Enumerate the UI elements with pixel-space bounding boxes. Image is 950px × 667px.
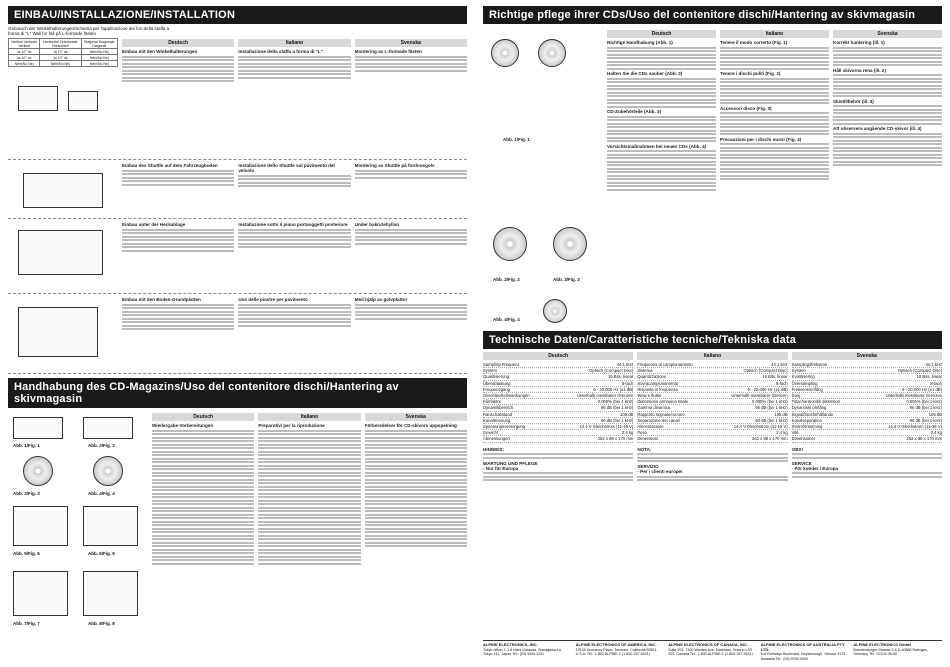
mount-table — [8, 38, 118, 67]
tech-value: 2.4 kg — [776, 430, 788, 436]
tech-value: Unterhalb messbarer Grenzen — [885, 393, 942, 399]
tech-label: Vikt — [791, 430, 799, 436]
section-rear-deck — [8, 219, 467, 294]
fig-label: Abb. 3/Fig. 3 — [553, 277, 580, 282]
tech-value: Optisch (Compact Disc) — [743, 368, 788, 374]
address-block — [853, 643, 942, 661]
col-header-it: Italiano — [238, 39, 350, 47]
tech-value: 95 dB (bei 1 kHz) — [755, 405, 788, 411]
fig-label: Abb. 1/Fig. 1 — [503, 137, 530, 142]
fig-label: Abb. 3/Fig. 3 — [13, 491, 40, 496]
tech-value: 44.1 kHz — [616, 362, 634, 367]
section-heading: Montering av Shuttle på fordonsgolv — [354, 163, 435, 168]
section-heading: Wiedergabe-Vorbereitungen — [152, 423, 214, 428]
tech-data-banner: Technische Daten/Caratteristiche tecniche/Tekniska data — [483, 331, 942, 349]
col-header-de: Deutsch — [607, 30, 716, 38]
tech-label: Samplingsfrekvens — [791, 362, 828, 367]
europe-heading: - Nur für Europa — [483, 465, 519, 471]
magazine-column-headers — [152, 413, 467, 421]
company-name: ALPINE ELECTRONICS OF CANADA, INC. — [668, 642, 748, 648]
cd-care-figures — [483, 27, 603, 327]
tech-row — [637, 436, 787, 442]
tech-value: 2.4 kg — [621, 430, 634, 436]
disc-icon — [543, 299, 567, 323]
section-heading: Accessori disco (Fig. 3) — [720, 105, 772, 111]
fig-label: Abb. 2/Fig. 2 — [88, 443, 115, 448]
service-heading: WARTUNG UND PFLEGE — [483, 460, 538, 466]
section-heading: Einbau unter der Heckablage — [122, 222, 186, 227]
section-heading: Korrekt hantering (ill. 1) — [833, 40, 885, 45]
tech-value: 5 - 20,000 Hz (±1 dB) — [901, 386, 942, 392]
tech-value: 14.4 V Gleichstrom (11-16 V) — [733, 424, 788, 430]
fig-label: Abb. 6/Fig. 6 — [88, 551, 115, 556]
tech-value: 262 x 88 x 170 mm — [752, 436, 788, 442]
intro-text: Gebrauch der Winkelhalterungen/Schema per l'applicazione dei fori della staffa a forma di "L" Wall for fall på L-formade fästen — [8, 26, 170, 36]
fig-label: Abb. 2/Fig. 2 — [493, 277, 520, 282]
tech-column-headers — [483, 352, 942, 360]
tech-value: 44.1 kHz — [771, 362, 788, 367]
tech-value: 16 Bits, linear — [762, 374, 788, 380]
tech-label: Dimensioner — [791, 436, 816, 442]
tech-value: 8-fach — [776, 380, 788, 386]
section-heading: Precauzioni per i dischi nuovi (Fig. 4) — [720, 136, 802, 142]
tech-value: 0.005% (bei 1 kHz) — [752, 399, 788, 405]
tech-label: Abmessungen — [483, 436, 510, 442]
service-heading: SERVIZIO — [637, 464, 659, 470]
right-page — [475, 0, 950, 667]
section-heading: Tenere il modo corretto (Fig. 1) — [720, 40, 788, 45]
table-cell: Nein/No Nej — [9, 61, 40, 67]
address-text: Suite 203, 7300 Warden Ave. Markham, Ontario L3R 9Z6, Canada Tel.: 1-800-ALPINE-1 (1-800-257-4631) — [668, 647, 753, 657]
tech-label: System — [791, 368, 806, 374]
tech-label: Rapporto segnale/rumore — [637, 411, 685, 417]
rear-deck-illustration — [8, 222, 118, 290]
tech-label: Separazione dei canali — [637, 417, 680, 423]
table-cell: Ja 10° ok — [40, 49, 81, 55]
tech-value: 44.1 kHz — [925, 362, 942, 367]
tech-value: Optisch (Compact Disc) — [589, 368, 634, 374]
address-block — [761, 643, 850, 661]
table-cell: Ja 10° ok — [40, 55, 81, 61]
section-heading: Tenere i dischi puliti (Fig. 2) — [720, 71, 781, 76]
floor-illustration — [8, 163, 118, 215]
tech-row — [792, 436, 942, 442]
tech-value: 0.005% (bei 1 kHz) — [597, 399, 634, 405]
tech-label: Distorsione armonica totale — [637, 399, 689, 405]
tech-value: 8-fach — [621, 380, 634, 386]
section-heading: Vorsichtsmaßnahmen bei neuen CDs (Abb. 4) — [607, 143, 707, 149]
tech-label: Frekvensomfång — [791, 386, 823, 392]
col-header-sv: Svenska — [792, 352, 942, 360]
cd-care-column-headers — [607, 30, 942, 38]
tech-col-it — [637, 362, 787, 443]
installation-banner: EINBAU/INSTALLAZIONE/INSTALLATION — [8, 6, 467, 24]
tech-value: 95 dB (bei 1 kHz) — [600, 405, 634, 411]
table-header: Horizontal Orizzontale Horisontell — [40, 39, 81, 49]
tech-label: Quantisierung — [483, 374, 510, 380]
tech-label: Risposta in frequenza — [637, 386, 678, 392]
tech-label: Gamma dinamica — [637, 405, 671, 411]
company-name: ALPINE ELECTRONICS OF AUSTRALIA PTY. LTD. — [760, 642, 846, 652]
tech-value: 90 dB (bei 1 kHz) — [755, 417, 788, 423]
section-heading: Att observera angående CD-skivor (ill. 4) — [833, 126, 922, 131]
tech-label: Peso — [637, 430, 647, 436]
fig-label: Abb. 1/Fig. 1 — [13, 443, 40, 448]
section-heading: Installazione sotto il piano portaoggetti posteriore — [238, 222, 348, 227]
tech-label: Strömförsörjning — [791, 424, 823, 430]
tech-label: Frequenzgang — [483, 386, 511, 392]
tech-label: Spannungsversorgung — [483, 424, 526, 430]
note-heading: HINWEIS: — [483, 446, 505, 452]
tech-value: Unterhalb messbarer Grenzen — [577, 393, 634, 399]
address-block — [576, 643, 665, 661]
section-heading: Förberedelser för CD-skivors uppspelning — [364, 423, 457, 428]
tech-row — [483, 436, 633, 442]
address-text: Brandenburger Strasse 2-6 D-40880 Ratingen, Germany Tel.: 02102-45-50 — [853, 647, 928, 657]
address-block — [483, 643, 572, 661]
company-name: ALPINE ELECTRONICS, INC. — [483, 642, 538, 648]
col-header-sv: Svenska — [365, 413, 467, 421]
address-text: Tokyo office: 1-1-8 Nishi Gotanda, Shinagawa-ku, Tokyo 141, Japan Tel.: (03) 3494-1101 — [483, 647, 562, 657]
col-header-it: Italiano — [720, 30, 829, 38]
section-heading: Uso delle piastre per pavimento — [238, 297, 308, 302]
europe-heading: - Per i clienti europei — [637, 469, 683, 475]
table-cell: Ja 10° ok — [9, 55, 40, 61]
address-footer — [483, 640, 942, 661]
column-headers — [122, 39, 467, 47]
floor-plate-illustration — [8, 297, 118, 370]
disc-icon — [491, 39, 519, 67]
section-heading: Montering av L-formade fästen — [354, 49, 422, 54]
tech-col-sv — [792, 362, 942, 443]
tech-specs — [483, 362, 942, 443]
section-heading: Med hjälp av golvplattor — [354, 297, 408, 302]
fig-label: Abb. 8/Fig. 8 — [88, 621, 115, 626]
tech-value: 90 dB (bei 1 kHz) — [909, 417, 942, 423]
fig-label: Abb. 7/Fig. 7 — [13, 621, 40, 626]
tech-label: Frequenza di campionamento — [637, 362, 693, 367]
tech-value: 2.4 kg — [930, 430, 942, 436]
section-l-bracket — [122, 49, 467, 159]
tech-value: 90 dB (bei 1 kHz) — [600, 417, 634, 423]
company-name: ALPINE ELECTRONICS OF AMERICA, INC. — [575, 642, 657, 648]
tech-label: System — [483, 368, 497, 374]
tech-value: 5 - 20,000 Hz (±1 dB) — [747, 386, 788, 392]
fig-label: Abb. 5/Fig. 5 — [13, 551, 40, 556]
tech-label: Kvantisering — [791, 374, 815, 380]
tech-value: 8-fach — [930, 380, 942, 386]
tech-value: 0.005% (bei 1 kHz) — [906, 399, 942, 405]
note-heading: OBS! — [791, 446, 804, 452]
col-header-sv: Svenska — [355, 39, 467, 47]
tech-label: Alimentazione — [637, 424, 664, 430]
tech-value: Optisch (Compact Disc) — [897, 368, 942, 374]
tech-label: Sampling-Frequenz — [483, 362, 520, 367]
col-header-de: Deutsch — [122, 39, 234, 47]
tech-value: 16 Bits, linear — [607, 374, 634, 380]
note-heading: NOTA: — [637, 446, 652, 452]
bracket-drawing — [18, 86, 58, 111]
tech-label: Dimensioni — [637, 436, 659, 442]
tech-label: Wow e flutter — [637, 393, 662, 399]
table-cell: Ja 10° ok — [9, 49, 40, 55]
tech-label: Quantizzazione — [637, 374, 667, 380]
disc-icon — [23, 456, 53, 486]
tech-value: 105 dB — [774, 411, 788, 417]
tech-value: 14.4 V Gleichstrom (11-16 V) — [888, 424, 942, 430]
col-header-it: Italiano — [637, 352, 787, 360]
tech-label: Sistema — [637, 368, 653, 374]
col-header-de: Deutsch — [152, 413, 254, 421]
section-heading: Preparativi per la riproduzione — [258, 423, 325, 428]
section-heading: Halten Sie die CDs sauber (Abb. 2) — [607, 71, 683, 76]
tech-label: Total harmonisk distorsion — [791, 399, 841, 405]
section-heading: Installazione dello Shuttle sul pavimento del veicolo — [238, 163, 335, 173]
tech-label: Gleichlaufschwankungen — [483, 393, 530, 399]
section-heading: Skivtillbehör (ill. 3) — [833, 98, 874, 104]
tech-label: Kanaltrennung — [483, 417, 511, 423]
section-heading: Einbau mit den Boden-Grundplatten — [122, 297, 201, 302]
tech-value: 262 x 88 x 170 mm — [906, 436, 942, 442]
tech-label: Klirrfaktor — [483, 399, 501, 405]
disc-icon — [93, 456, 123, 486]
section-floor-plates — [8, 294, 467, 374]
tech-label: Signal/brusförhållande — [791, 411, 834, 417]
tech-value: 105 dB — [928, 411, 942, 417]
table-cell: Nein/No Nej — [81, 61, 117, 67]
col-header-de: Deutsch — [483, 352, 633, 360]
europe-heading: - För kunder i Europa — [791, 465, 839, 471]
disc-icon — [493, 227, 527, 261]
tech-value: 262 x 88 x 170 mm — [597, 436, 634, 442]
cd-care-banner: Richtige pflege ihrer CDs/Uso del contenitore dischi/Hantering av skivmagasin — [483, 6, 942, 24]
mount-illustration — [8, 36, 118, 156]
company-name: ALPINE ELECTRONICS GmbH — [853, 642, 911, 648]
magazine-banner: Handhabung des CD-Magazins/Uso del contenitore dischi/Hantering av skivmagasin — [8, 378, 467, 408]
section-heading: Installazione della staffa a forma di "L" — [238, 49, 323, 54]
disc-icon — [553, 227, 587, 261]
table-cell: Nein/No Nej — [81, 49, 117, 55]
tech-value: 105 dB — [620, 411, 634, 417]
table-cell: Nein/No Nej — [40, 61, 81, 67]
section-heading: Einbau des Shuttle auf dem Fahrzeugboden — [122, 163, 218, 168]
magazine-figures — [8, 411, 148, 639]
tech-label: Rauschabstand — [483, 411, 513, 417]
table-header: Vertikal Verticale Vertikal — [9, 39, 40, 49]
tech-value: 16 Bits, linear — [916, 374, 942, 380]
tech-label: Kanalseparation — [791, 417, 822, 423]
address-text: 19145 Gramercy Place, Torrance, California 90501, U.S.A. Tel.: 1-800-ALPINE-1 (1-800-257-4631) — [575, 647, 658, 657]
section-heading: Einbau mit den Winkelhalterungen — [122, 49, 198, 54]
table-cell: Nein/No Nej — [81, 55, 117, 61]
tech-label: Svaj — [791, 393, 800, 399]
section-heading: Under bakrutehyllan — [354, 222, 400, 227]
tech-col-de — [483, 362, 633, 443]
fig-label: Abb. 4/Fig. 4 — [493, 317, 520, 322]
tech-value: 95 dB (bei 1 kHz) — [909, 405, 942, 411]
section-floor — [8, 159, 467, 219]
service-heading: SERVICE — [791, 460, 812, 466]
tech-label: Gewicht — [483, 430, 499, 436]
tech-label: Dynamikbereich — [483, 405, 514, 411]
address-block — [668, 643, 757, 661]
section-heading: Håll skivorna rena (ill. 2) — [833, 67, 886, 73]
bracket-drawing — [68, 91, 98, 111]
table-header: Diagonal Diagonale Diagonal — [81, 39, 117, 49]
tech-label: Sovracampionamento — [637, 380, 679, 386]
disc-icon — [538, 39, 566, 67]
tech-value: 14.4 V Gleichstrom (11-16 V) — [579, 424, 634, 430]
address-text: 6-8 Fiveways Boulevard, Keysborough, Victoria 3173, Australia Tel.: (03) 9769-0000 — [760, 652, 847, 661]
tech-label: Översampling — [791, 380, 818, 386]
col-header-sv: Svenska — [833, 30, 942, 38]
section-heading: Richtige Handhabung (Abb. 1) — [607, 40, 673, 45]
fig-label: Abb. 4/Fig. 4 — [88, 491, 115, 496]
col-header-it: Italiano — [258, 413, 360, 421]
section-heading: CD-Zubehörteile (Abb. 3) — [607, 109, 662, 114]
tech-value: 5 - 20,000 Hz (±1 dB) — [593, 386, 634, 392]
tech-value: Unterhalb messbarer Grenzen — [731, 393, 788, 399]
tech-label: Überabtastung — [483, 380, 511, 386]
tech-label: Dynamiskt omfång — [791, 405, 827, 411]
